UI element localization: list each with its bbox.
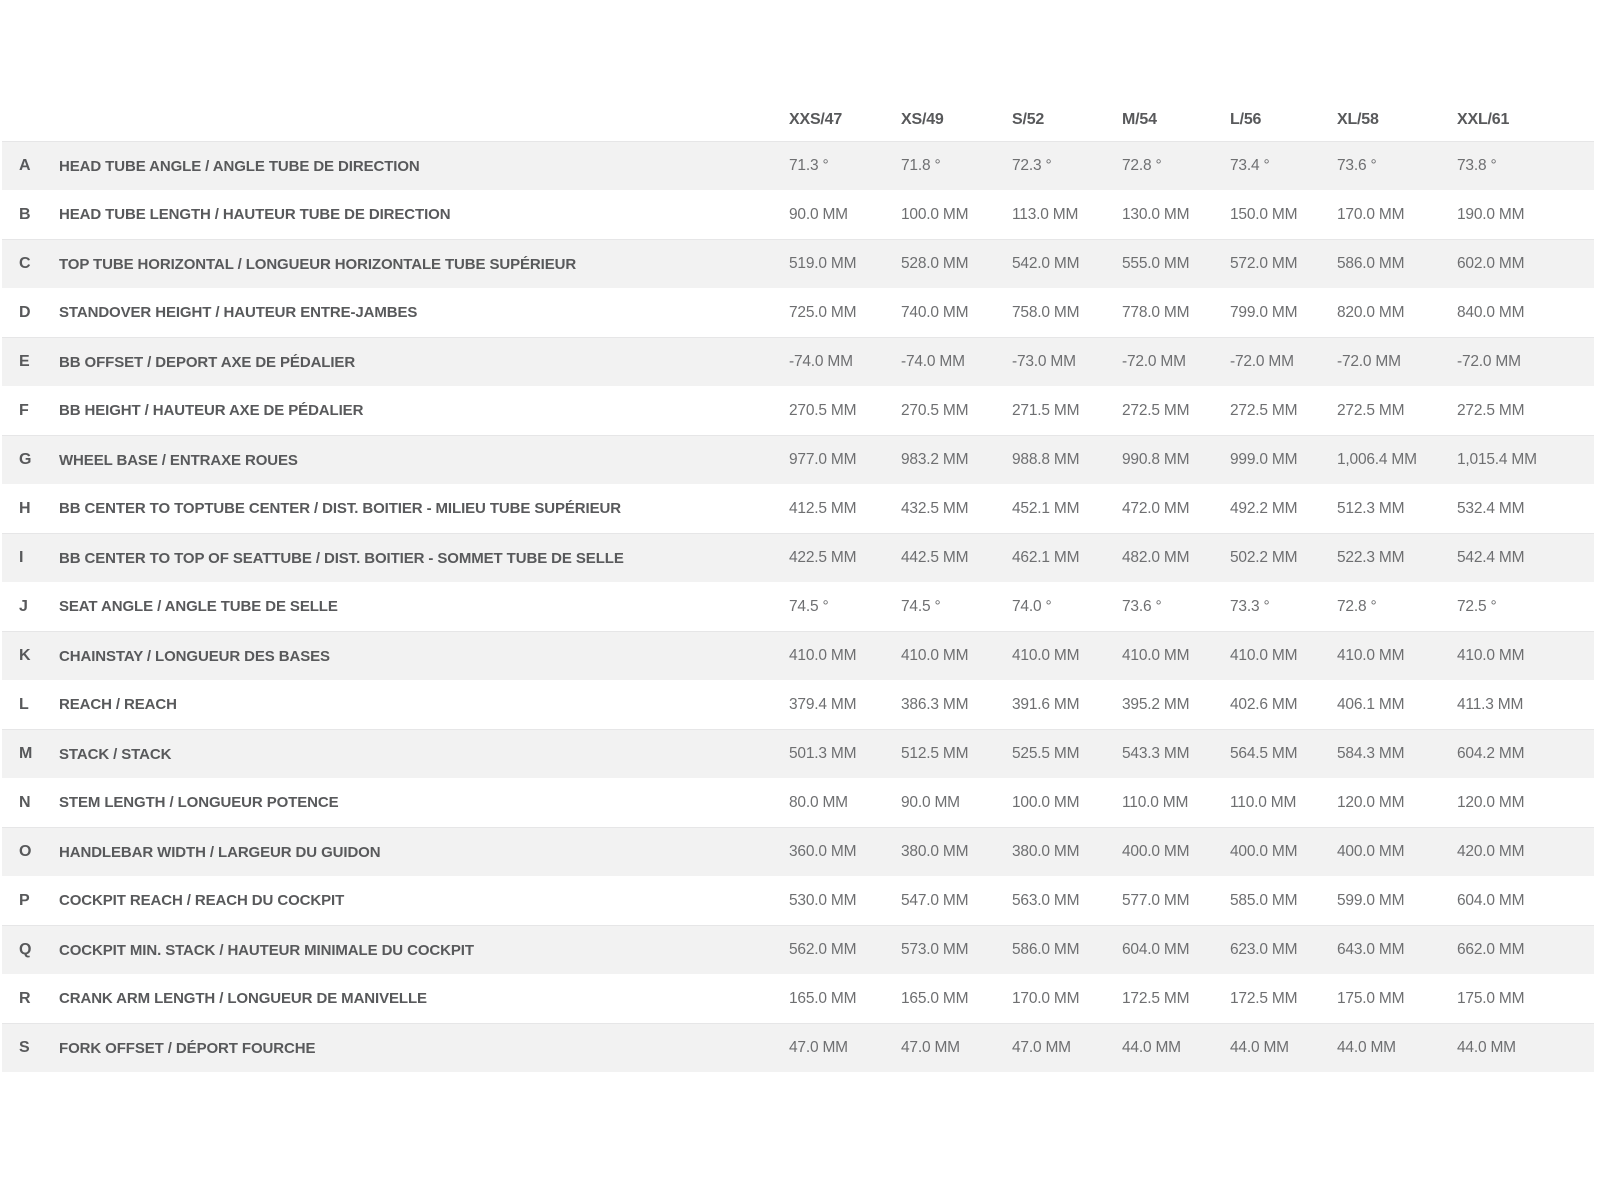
row-value: 44.0 MM <box>1122 1039 1181 1056</box>
row-value: -72.0 MM <box>1337 353 1401 370</box>
table-header-row <box>2 99 1594 141</box>
row-value: 543.3 MM <box>1122 745 1190 762</box>
row-value: 395.2 MM <box>1122 695 1190 713</box>
row-value: -72.0 MM <box>1122 353 1186 370</box>
row-letter: E <box>19 353 30 370</box>
row-value: 977.0 MM <box>789 451 857 468</box>
row-value: 432.5 MM <box>901 499 969 517</box>
row-value: 410.0 MM <box>789 647 857 664</box>
row-label: STEM LENGTH / LONGUEUR POTENCE <box>59 794 339 811</box>
row-letter: O <box>19 843 32 860</box>
size-column-header-xs: XS/49 <box>901 111 944 128</box>
row-value: 47.0 MM <box>901 1039 960 1056</box>
row-value: 1,015.4 MM <box>1457 451 1537 468</box>
row-value: 120.0 MM <box>1457 793 1525 811</box>
row-label: HANDLEBAR WIDTH / LARGEUR DU GUIDON <box>59 843 381 861</box>
row-value: 73.4 ° <box>1230 157 1270 174</box>
table-row <box>2 239 1594 288</box>
row-value: 472.0 MM <box>1122 499 1190 517</box>
row-value: 272.5 MM <box>1122 401 1190 419</box>
row-label: TOP TUBE HORIZONTAL / LONGUEUR HORIZONTALE TUBE SUPÉRIEUR <box>59 255 577 273</box>
row-value: 522.3 MM <box>1337 549 1405 566</box>
row-label: BB OFFSET / DEPORT AXE DE PÉDALIER <box>59 353 356 371</box>
size-column-header-xxl: XXL/61 <box>1457 111 1510 128</box>
row-value: 482.0 MM <box>1122 549 1190 566</box>
row-label: STACK / STACK <box>59 745 172 763</box>
row-value: 988.8 MM <box>1012 451 1080 468</box>
row-value: -74.0 MM <box>901 353 965 370</box>
row-value: 400.0 MM <box>1230 843 1298 860</box>
row-value: 80.0 MM <box>789 793 848 811</box>
row-value: 71.8 ° <box>901 157 941 174</box>
table-row <box>2 582 1594 631</box>
row-value: 604.2 MM <box>1457 745 1525 762</box>
row-value: 272.5 MM <box>1457 401 1525 419</box>
row-value: 778.0 MM <box>1122 303 1190 321</box>
row-letter: Q <box>19 941 32 958</box>
row-value: 452.1 MM <box>1012 499 1080 517</box>
row-value: -72.0 MM <box>1230 353 1294 370</box>
row-value: 150.0 MM <box>1230 205 1298 223</box>
table-row <box>2 827 1594 876</box>
row-value: 412.5 MM <box>789 499 857 517</box>
row-value: 410.0 MM <box>1012 647 1080 664</box>
row-letter: A <box>19 157 31 174</box>
row-letter: R <box>19 989 31 1007</box>
row-value: 562.0 MM <box>789 941 857 958</box>
row-value: 100.0 MM <box>1012 793 1080 811</box>
row-value: 799.0 MM <box>1230 303 1298 321</box>
row-value: 410.0 MM <box>1337 647 1405 664</box>
row-value: 110.0 MM <box>1230 793 1297 811</box>
row-value: 73.3 ° <box>1230 597 1270 615</box>
table-row <box>2 925 1594 974</box>
row-value: 73.6 ° <box>1122 597 1162 615</box>
row-value: 72.8 ° <box>1122 157 1162 174</box>
table-row <box>2 533 1594 582</box>
row-label: COCKPIT MIN. STACK / HAUTEUR MINIMALE DU COCKPIT <box>59 941 474 959</box>
row-value: 585.0 MM <box>1230 891 1298 909</box>
row-letter: F <box>19 401 29 419</box>
row-value: 380.0 MM <box>901 843 969 860</box>
row-letter: K <box>19 647 31 664</box>
row-value: 662.0 MM <box>1457 941 1525 958</box>
row-letter: I <box>19 549 24 566</box>
row-value: 542.0 MM <box>1012 255 1080 272</box>
row-value: 90.0 MM <box>901 793 960 811</box>
table-row <box>2 974 1594 1023</box>
row-value: -74.0 MM <box>789 353 853 370</box>
table-row <box>2 631 1594 680</box>
row-letter: B <box>19 205 31 223</box>
row-value: 740.0 MM <box>901 303 969 321</box>
row-value: 172.5 MM <box>1230 989 1298 1007</box>
row-value: 71.3 ° <box>789 157 829 174</box>
row-value: 386.3 MM <box>901 695 969 713</box>
row-value: 410.0 MM <box>1457 647 1525 664</box>
row-value: 572.0 MM <box>1230 255 1298 272</box>
row-value: 391.6 MM <box>1012 695 1080 713</box>
table-body <box>2 141 1594 1072</box>
row-value: 400.0 MM <box>1122 843 1190 860</box>
table-row <box>2 435 1594 484</box>
row-value: 165.0 MM <box>901 989 969 1007</box>
row-value: 270.5 MM <box>789 401 857 419</box>
row-value: 532.4 MM <box>1457 499 1525 517</box>
row-label: WHEEL BASE / ENTRAXE ROUES <box>59 451 298 469</box>
row-value: 172.5 MM <box>1122 989 1190 1007</box>
row-value: 402.6 MM <box>1230 695 1298 713</box>
size-column-header-m: M/54 <box>1122 111 1157 128</box>
row-value: 420.0 MM <box>1457 843 1525 860</box>
table-row <box>2 778 1594 827</box>
row-value: 820.0 MM <box>1337 303 1405 321</box>
row-label: SEAT ANGLE / ANGLE TUBE DE SELLE <box>59 598 338 615</box>
row-value: 72.3 ° <box>1012 157 1052 174</box>
row-value: 380.0 MM <box>1012 843 1080 860</box>
size-column-header-s: S/52 <box>1012 111 1045 128</box>
row-value: 113.0 MM <box>1012 205 1079 223</box>
row-value: 1,006.4 MM <box>1337 451 1417 468</box>
row-value: 519.0 MM <box>789 255 857 272</box>
row-value: 983.2 MM <box>901 451 969 468</box>
geometry-table <box>2 99 1594 1072</box>
row-value: 411.3 MM <box>1457 695 1524 713</box>
row-value: 100.0 MM <box>901 205 969 223</box>
row-label: BB HEIGHT / HAUTEUR AXE DE PÉDALIER <box>59 402 364 419</box>
row-value: 599.0 MM <box>1337 891 1405 909</box>
row-value: 462.1 MM <box>1012 549 1080 566</box>
row-value: 272.5 MM <box>1230 401 1298 419</box>
row-value: 410.0 MM <box>1230 647 1298 664</box>
row-value: 74.0 ° <box>1012 597 1052 615</box>
row-value: 563.0 MM <box>1012 891 1080 909</box>
row-value: 165.0 MM <box>789 989 857 1007</box>
row-value: 406.1 MM <box>1337 695 1405 713</box>
row-value: 586.0 MM <box>1337 255 1405 272</box>
row-value: 410.0 MM <box>1122 647 1190 664</box>
row-value: 170.0 MM <box>1012 989 1080 1007</box>
row-value: 758.0 MM <box>1012 303 1080 321</box>
row-value: 73.6 ° <box>1337 157 1377 174</box>
row-letter: C <box>19 255 31 272</box>
row-value: 72.8 ° <box>1337 597 1377 615</box>
row-value: 44.0 MM <box>1457 1039 1516 1056</box>
row-value: 74.5 ° <box>901 597 941 615</box>
row-value: 555.0 MM <box>1122 255 1190 272</box>
row-letter: S <box>19 1039 30 1056</box>
row-value: 512.3 MM <box>1337 499 1405 517</box>
row-value: 120.0 MM <box>1337 793 1405 811</box>
row-letter: M <box>19 745 33 762</box>
row-value: 492.2 MM <box>1230 499 1298 517</box>
row-value: 47.0 MM <box>1012 1039 1071 1056</box>
row-value: 270.5 MM <box>901 401 969 419</box>
row-value: 110.0 MM <box>1122 793 1189 811</box>
table-row <box>2 141 1594 190</box>
row-value: 530.0 MM <box>789 891 857 909</box>
row-value: 643.0 MM <box>1337 941 1405 958</box>
table-row <box>2 386 1594 435</box>
row-value: 547.0 MM <box>901 891 969 909</box>
table-row <box>2 1023 1594 1072</box>
row-value: 840.0 MM <box>1457 303 1525 321</box>
row-value: 400.0 MM <box>1337 843 1405 860</box>
row-label: BB CENTER TO TOP OF SEATTUBE / DIST. BOITIER - SOMMET TUBE DE SELLE <box>59 549 624 567</box>
row-letter: J <box>19 597 28 615</box>
row-letter: G <box>19 451 32 468</box>
row-value: 725.0 MM <box>789 303 857 321</box>
row-value: 604.0 MM <box>1122 941 1190 958</box>
row-label: BB CENTER TO TOPTUBE CENTER / DIST. BOITIER - MILIEU TUBE SUPÉRIEUR <box>59 500 621 517</box>
table-row <box>2 337 1594 386</box>
row-label: HEAD TUBE ANGLE / ANGLE TUBE DE DIRECTION <box>59 157 420 175</box>
row-value: 573.0 MM <box>901 941 969 958</box>
row-value: 72.5 ° <box>1457 597 1497 615</box>
row-letter: D <box>19 303 31 321</box>
row-value: 525.5 MM <box>1012 745 1080 762</box>
row-label: CRANK ARM LENGTH / LONGUEUR DE MANIVELLE <box>59 990 427 1007</box>
row-value: 528.0 MM <box>901 255 969 272</box>
table-row <box>2 680 1594 729</box>
row-value: 502.2 MM <box>1230 549 1298 566</box>
row-letter: L <box>19 695 29 713</box>
row-value: 175.0 MM <box>1337 989 1405 1007</box>
row-value: 44.0 MM <box>1230 1039 1289 1056</box>
row-value: -72.0 MM <box>1457 353 1521 370</box>
table-row <box>2 190 1594 239</box>
row-value: 360.0 MM <box>789 843 857 860</box>
row-value: 604.0 MM <box>1457 891 1525 909</box>
row-value: 442.5 MM <box>901 549 969 566</box>
table-row <box>2 729 1594 778</box>
row-value: 271.5 MM <box>1012 401 1080 419</box>
row-value: 175.0 MM <box>1457 989 1525 1007</box>
table-row <box>2 876 1594 925</box>
row-value: 74.5 ° <box>789 597 829 615</box>
row-label: STANDOVER HEIGHT / HAUTEUR ENTRE-JAMBES <box>59 304 418 321</box>
row-value: 602.0 MM <box>1457 255 1525 272</box>
row-letter: P <box>19 891 30 909</box>
row-value: 170.0 MM <box>1337 205 1405 223</box>
row-value: 564.5 MM <box>1230 745 1298 762</box>
size-column-header-l: L/56 <box>1230 111 1262 128</box>
row-value: 990.8 MM <box>1122 451 1190 468</box>
row-value: 512.5 MM <box>901 745 969 762</box>
row-value: 90.0 MM <box>789 205 848 223</box>
row-label: REACH / REACH <box>59 696 177 713</box>
row-letter: N <box>19 793 31 811</box>
row-letter: H <box>19 499 31 517</box>
row-label: HEAD TUBE LENGTH / HAUTEUR TUBE DE DIRECTION <box>59 206 451 223</box>
row-value: 44.0 MM <box>1337 1039 1396 1056</box>
row-value: 501.3 MM <box>789 745 857 762</box>
row-value: 542.4 MM <box>1457 549 1525 566</box>
row-label: COCKPIT REACH / REACH DU COCKPIT <box>59 892 345 909</box>
row-value: 73.8 ° <box>1457 157 1497 174</box>
row-value: 577.0 MM <box>1122 891 1190 909</box>
row-value: 422.5 MM <box>789 549 857 566</box>
row-value: 272.5 MM <box>1337 401 1405 419</box>
row-value: 586.0 MM <box>1012 941 1080 958</box>
row-label: CHAINSTAY / LONGUEUR DES BASES <box>59 647 330 665</box>
row-value: -73.0 MM <box>1012 353 1076 370</box>
row-value: 190.0 MM <box>1457 205 1525 223</box>
size-column-header-xxs: XXS/47 <box>789 111 843 128</box>
row-value: 623.0 MM <box>1230 941 1298 958</box>
row-value: 47.0 MM <box>789 1039 848 1056</box>
table-row <box>2 484 1594 533</box>
row-value: 410.0 MM <box>901 647 969 664</box>
table-row <box>2 288 1594 337</box>
size-column-header-xl: XL/58 <box>1337 111 1379 128</box>
row-value: 584.3 MM <box>1337 745 1405 762</box>
row-value: 379.4 MM <box>789 695 857 713</box>
row-value: 130.0 MM <box>1122 205 1190 223</box>
row-label: FORK OFFSET / DÉPORT FOURCHE <box>59 1039 316 1057</box>
row-value: 999.0 MM <box>1230 451 1298 468</box>
